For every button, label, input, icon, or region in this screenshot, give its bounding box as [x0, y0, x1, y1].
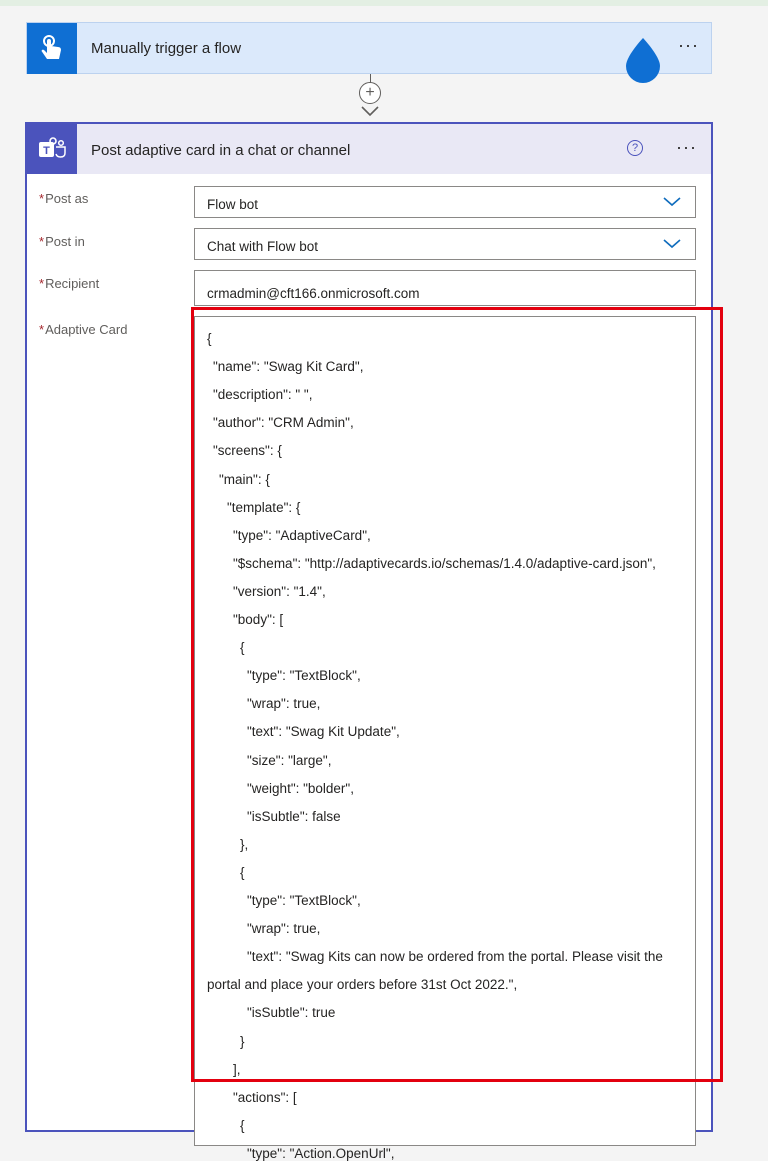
code-line: ], [233, 1061, 241, 1077]
required-mark: * [39, 276, 45, 291]
code-line: "description": " ", [213, 387, 313, 403]
adaptive-card-editor[interactable] [194, 316, 696, 1161]
post-in-dropdown[interactable] [194, 228, 696, 260]
droplet-icon [624, 36, 662, 84]
add-step-icon[interactable]: + [359, 82, 381, 104]
code-line: "type": "TextBlock", [247, 668, 361, 684]
svg-text:T: T [43, 145, 50, 157]
top-strip [0, 0, 768, 6]
code-line: { [240, 640, 245, 656]
post-in-value: Chat with Flow bot [207, 239, 319, 254]
adaptive-card-label: *Adaptive Card [39, 322, 128, 337]
code-line: { [207, 331, 212, 346]
trigger-card[interactable] [26, 22, 712, 74]
arrow-down-icon [360, 104, 380, 118]
code-line: "size": "large", [247, 752, 332, 768]
action-card[interactable] [25, 122, 713, 1161]
code-line: "version": "1.4", [233, 583, 326, 599]
code-line: "body": [ [233, 612, 284, 627]
code-line: "template": { [227, 499, 301, 515]
recipient-input[interactable] [194, 270, 696, 306]
code-line: "wrap": true, [247, 696, 321, 712]
code-line: { [240, 1117, 245, 1133]
code-line: "actions": [ [233, 1089, 297, 1105]
post-as-label: *Post as [39, 191, 89, 206]
post-as-dropdown[interactable] [194, 186, 696, 218]
chevron-down-icon [663, 237, 681, 249]
code-line: "type": "AdaptiveCard", [233, 527, 371, 543]
action-header[interactable] [27, 124, 711, 174]
teams-icon [27, 124, 77, 174]
recipient-value: crmadmin@cft166.onmicrosoft.com [207, 286, 420, 301]
required-mark: * [39, 191, 45, 206]
code-line: portal and place your orders before 31st Oct 2022.", [207, 977, 518, 993]
code-line: }, [240, 836, 249, 852]
code-line: "wrap": true, [247, 921, 321, 937]
help-icon[interactable]: ? [627, 140, 643, 156]
code-line: "$schema": "http://adaptivecards.io/schemas/1.4.0/adaptive-card.json", [233, 555, 656, 571]
code-line: "screens": { [213, 443, 282, 459]
trigger-more-button[interactable]: ··· [678, 35, 699, 55]
code-line: "main": { [219, 471, 270, 487]
code-line: "type": "Action.OpenUrl", [247, 1145, 395, 1161]
code-line: "author": "CRM Admin", [213, 415, 354, 431]
code-line: "text": "Swag Kits can now be ordered from the portal. Please visit the [247, 949, 663, 965]
action-title: Post adaptive card in a chat or channel [91, 142, 351, 159]
recipient-label: *Recipient [39, 276, 100, 291]
required-mark: * [39, 322, 45, 337]
trigger-title: Manually trigger a flow [91, 40, 242, 57]
code-line: "weight": "bolder", [247, 780, 354, 796]
code-line: "text": "Swag Kit Update", [247, 724, 400, 740]
post-in-label: *Post in [39, 234, 85, 249]
chevron-down-icon [663, 195, 681, 207]
code-line: } [240, 1033, 245, 1049]
post-as-value: Flow bot [207, 197, 259, 212]
code-line: "isSubtle": false [247, 808, 341, 824]
code-line: "isSubtle": true [247, 1005, 336, 1021]
code-line: { [240, 864, 245, 880]
required-mark: * [39, 234, 45, 249]
code-line: "type": "TextBlock", [247, 893, 361, 908]
code-line: "name": "Swag Kit Card", [213, 359, 364, 375]
touch-icon [27, 23, 77, 74]
action-more-button[interactable]: ··· [676, 137, 697, 157]
